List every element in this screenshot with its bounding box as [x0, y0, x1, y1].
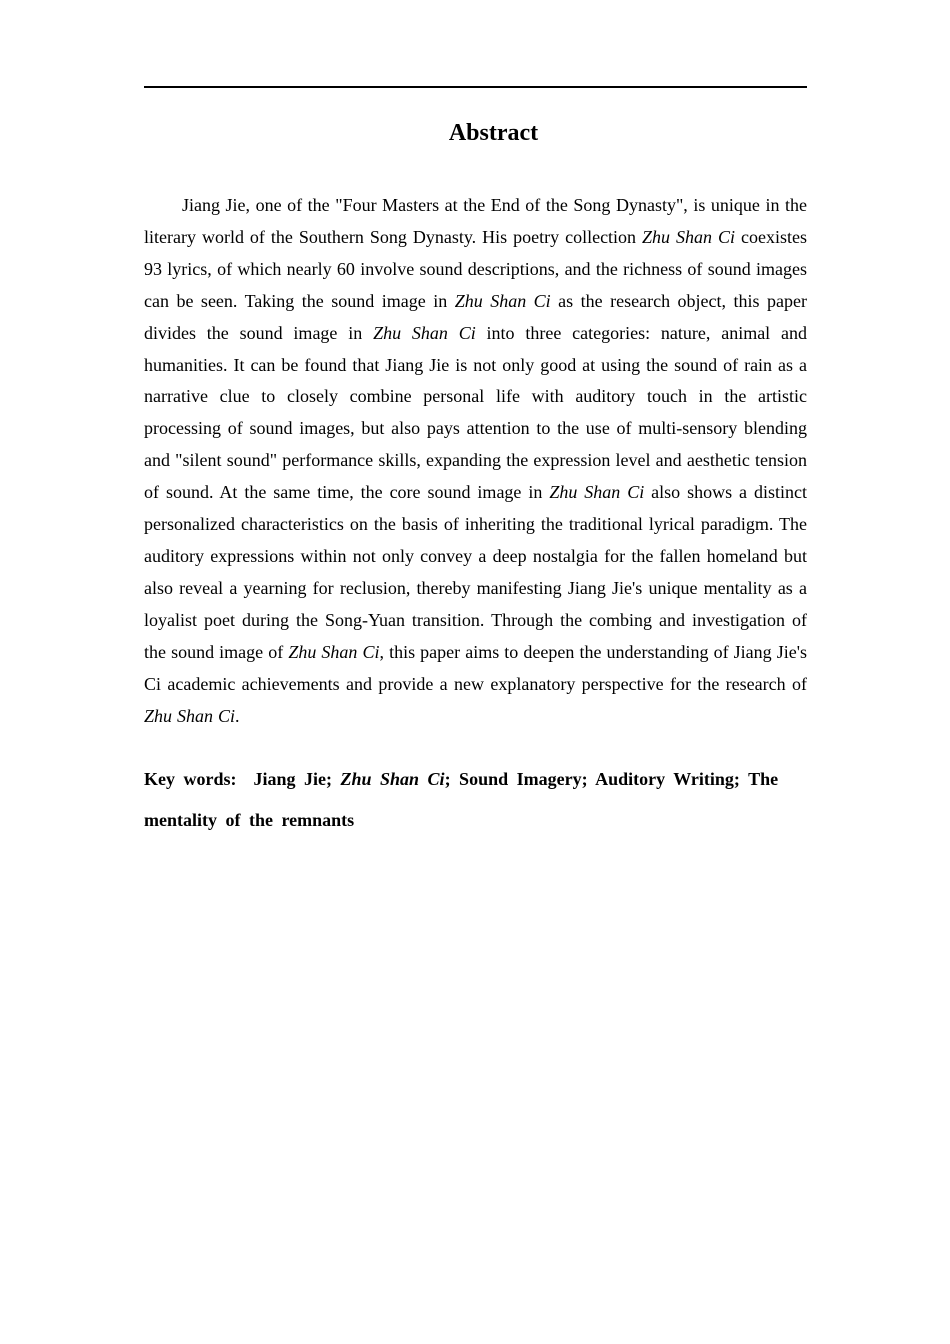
abstract-text-7: . — [235, 705, 240, 726]
abstract-text-1: Jiang Jie, one of the "Four Masters at the End of the Song Dynasty", is unique in the literary world of the Southern Song Dynasty. His poetry collection — [144, 195, 807, 247]
book-title-italic: Zhu Shan Ci — [454, 290, 551, 311]
keywords-text-2: ; Sound Imagery; Auditory Writing; The mentality of the remnants — [144, 769, 779, 831]
book-title-italic: Zhu Shan Ci — [144, 705, 236, 726]
keywords-text-1: Jiang Jie; — [253, 769, 341, 790]
keyword-book-title-italic: Zhu Shan Ci — [340, 769, 445, 790]
abstract-text-2: coexistes 93 lyrics, of which nearly 60 involve sound descriptions, and the richness of sound images can be seen. Taking the sound image in — [144, 226, 807, 311]
keywords-label: Key words: — [144, 769, 237, 790]
book-title-italic: Zhu Shan Ci — [373, 322, 476, 343]
document-page — [144, 86, 807, 841]
abstract-text-6: , this paper aims to deepen the understanding of Jiang Jie's Ci academic achievements and provide a new explanatory perspective for the research of — [144, 641, 807, 694]
abstract-body — [144, 190, 807, 732]
abstract-text-4: into three categories: nature, animal and humanities. It can be found that Jiang Jie is not only good at using the sound of rain as a narrative clue to closely combine personal life with auditory touch in the artistic processing of sound images, but also pays attention to the use of multi-sensory blending and "silent sound" performance skills, expanding the expression level and aesthetic tension of sound. At the same time, the core sound image in — [144, 322, 807, 503]
keywords-line — [144, 759, 807, 841]
abstract-text-5: also shows a distinct personalized characteristics on the basis of inheriting the traditional lyrical paradigm. The auditory expressions within not only convey a deep nostalgia for the fallen homeland but also reveal a yearning for reclusion, thereby manifesting Jiang Jie's unique mentality as a loyalist poet during the Song-Yuan transition. Through the combing and investigation of the sound image of — [144, 482, 807, 662]
book-title-italic: Zhu Shan Ci — [642, 226, 736, 247]
abstract-title: Abstract — [448, 120, 539, 146]
book-title-italic: Zhu Shan Ci — [288, 641, 380, 662]
book-title-italic: Zhu Shan Ci — [549, 482, 645, 503]
header-rule — [144, 86, 807, 88]
abstract-text-3: as the research object, this paper divides the sound image in — [144, 290, 807, 343]
